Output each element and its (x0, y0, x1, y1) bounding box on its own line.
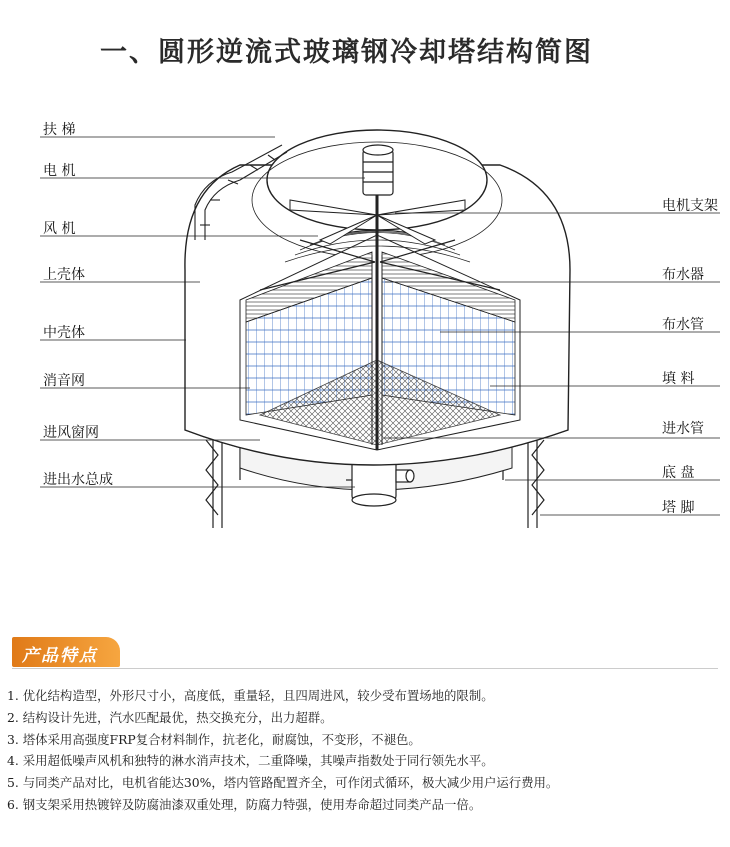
feature-list (7, 685, 723, 816)
label-silencer-net: 消音网 (43, 373, 85, 389)
label-upper-shell: 上壳体 (43, 267, 85, 283)
label-inlet-pipe: 进水管 (662, 421, 704, 437)
section-heading: 产品特点 (22, 646, 98, 666)
feature-item: 5. 与同类产品对比，电机省能达30%，塔内管路配置齐全，可作闭式循环，极大减少用户运行费用。 (7, 775, 559, 791)
label-inlet-window-net: 进风窗网 (43, 425, 99, 441)
label-water-distributor: 布水器 (662, 267, 704, 283)
label-distribution-pipe: 布水管 (662, 317, 704, 333)
label-motor: 电 机 (43, 163, 76, 179)
label-motor-bracket: 电机支架 (662, 198, 718, 214)
feature-item: 3. 塔体采用高强度FRP复合材料制作，抗老化，耐腐蚀，不变形，不褪色。 (7, 731, 421, 747)
feature-item: 2. 结构设计先进，汽水匹配最优，热交换充分，出力超群。 (7, 709, 333, 725)
feature-item: 4. 采用超低噪声风机和独特的淋水消声技术，二重降噪，其噪声指数处于同行领先水平。 (7, 753, 494, 769)
feature-item: 1. 优化结构造型，外形尺寸小，高度低，重量轻，且四周进风，较少受布置场地的限制。 (7, 688, 494, 703)
label-ladder: 扶 梯 (43, 122, 76, 138)
page-title: 一、圆形逆流式玻璃钢冷却塔结构简图 (100, 37, 593, 68)
motor (363, 145, 393, 195)
label-inlet-outlet-manifold: 进出水总成 (43, 472, 113, 488)
feature-item: 6. 钢支架采用热镀锌及防腐油漆双重处理，防腐力特强，使用寿命超过同类产品一倍。 (7, 796, 482, 812)
label-fan: 风 机 (43, 221, 76, 237)
label-tower-foot: 塔 脚 (662, 500, 695, 516)
label-fill: 填 料 (662, 371, 695, 387)
section-badge (12, 637, 120, 667)
section-divider (12, 668, 718, 669)
label-middle-shell: 中壳体 (43, 325, 85, 341)
label-basin: 底 盘 (662, 465, 695, 481)
